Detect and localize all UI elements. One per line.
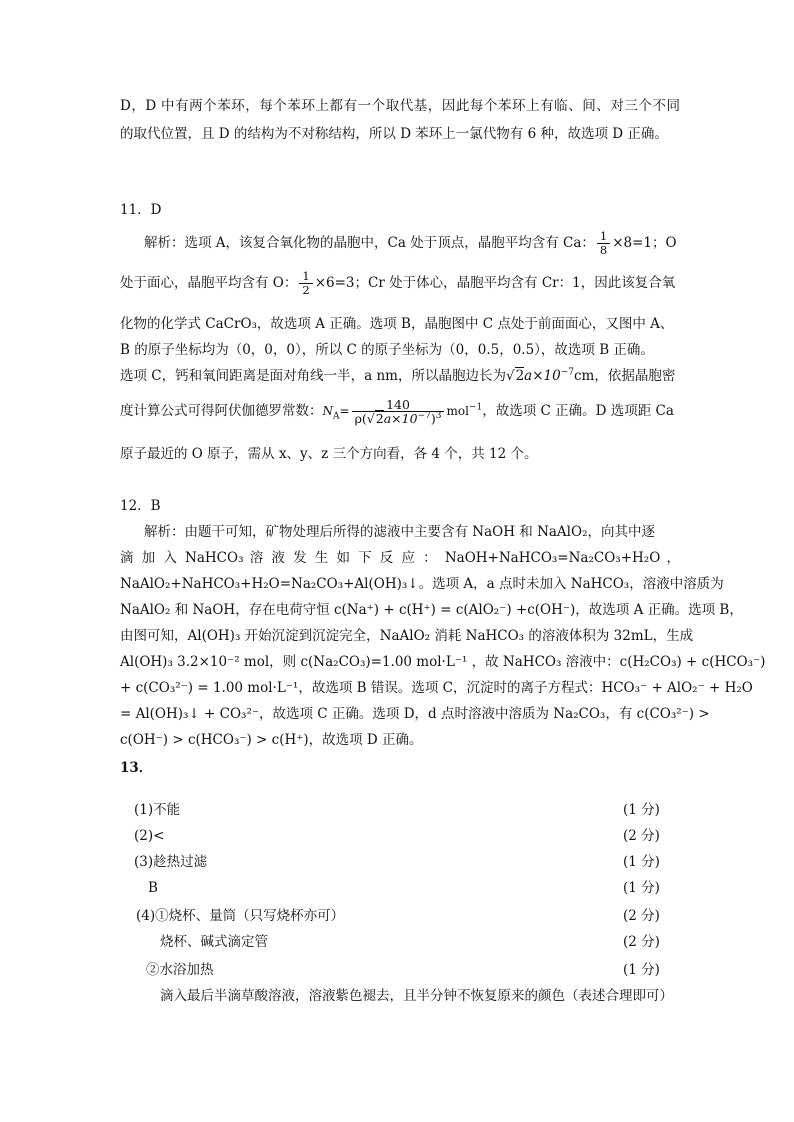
q13-answer-7: ②水浴加热 — [146, 962, 214, 978]
q11-line-6-tail: ，故选项 C 正确。D 选项距 Ca — [482, 403, 674, 419]
q13-answer-1: (1)不能 — [134, 802, 181, 818]
q13-answer-5: (4)①烧杯、量筒（只写烧杯亦可） — [136, 908, 345, 924]
fraction-numerator: 140 — [352, 398, 445, 412]
q11-line-6 — [120, 394, 674, 428]
q11-line-1 — [144, 228, 677, 258]
fraction-denominator: 2 — [302, 283, 310, 297]
q12-line-4: NaAlO₂ 和 NaOH，存在电荷守恒 c(Na⁺) + c(H⁺) = c(AlO₂⁻) +c(OH⁻)，故选项 A 正确。选项 B， — [120, 602, 743, 618]
q13-score-3: (1 分) — [623, 854, 660, 870]
sqrt-radicand: 2 — [375, 411, 384, 426]
close-paren: ) — [430, 411, 436, 426]
q10-line-2: 的取代位置，且 D 的结构为不对称结构，所以 D 苯环上一氯代物有 6 种，故选项 D 正确。 — [120, 126, 668, 142]
sqrt-radicand: 2 — [515, 368, 525, 384]
q11-line-1-text: 解析：选项 A，该复合氧化物的晶胞中，Ca 处于顶点，晶胞平均含有 Ca： — [144, 235, 595, 251]
q13-score-5: (2 分) — [623, 908, 660, 924]
q11-line-5 — [120, 366, 675, 386]
q11-line-2-tail: ×6=3；Cr 处于体心，晶胞平均含有 Cr：1，因此该复合氧 — [314, 275, 676, 291]
q10-line-1: D，D 中有两个苯环，每个苯环上都有一个取代基，因此每个苯环上有临、间、对三个不同 — [120, 98, 680, 114]
q13-answer-6: 烧杯、碱式滴定管 — [160, 934, 268, 950]
sqrt-symbol: √ — [505, 368, 515, 384]
q11-line-4: B 的原子坐标均为（0，0，0），所以 C 的原子坐标为（0，0.5，0.5），故选项 B 正确。 — [120, 342, 654, 358]
q11-line-5-tail: cm，依据晶胞密 — [574, 368, 676, 384]
q12-line-2: 滴 加 入 NaHCO₃ 溶 液 发 生 如 下 反 应 ： NaOH+NaHCO₃=Na₂CO₃+H₂O ， — [120, 550, 680, 566]
avogadro-fraction — [352, 398, 445, 425]
q13-score-1: (1 分) — [623, 802, 660, 818]
q12-line-6: Al(OH)₃ 3.2×10⁻² mol，则 c(Na₂CO₃)=1.00 mol·L⁻¹ ，故 NaHCO₃ 溶液中：c(H₂CO₃) + c(HCO₃⁻) — [120, 654, 766, 670]
q12-line-8: = Al(OH)₃↓ + CO₃²⁻，故选项 C 正确。选项 D，d 点时溶液中溶质为 Na₂CO₃，有 c(CO₃²⁻) > — [120, 706, 710, 722]
q13-score-7: (1 分) — [623, 962, 660, 978]
sqrt-symbol: √ — [366, 411, 375, 426]
q11-header: 11．D — [120, 202, 162, 218]
denominator-expr: a×10 — [383, 411, 418, 426]
equals-sign: = — [339, 404, 350, 418]
fraction-numerator: 1 — [299, 270, 312, 284]
fraction-1-8 — [597, 230, 610, 257]
q13-header: 13． — [120, 760, 153, 776]
q12-line-5: 由图可知，Al(OH)₃ 开始沉淀到沉淀完全，NaAlO₂ 消耗 NaHCO₃ 的溶液体积为 32mL，生成 — [120, 628, 694, 644]
q11-line-1-tail: ×8=1；O — [612, 235, 677, 251]
fraction-numerator: 1 — [597, 230, 610, 244]
fraction-denominator: 8 — [599, 243, 608, 257]
exponent: −7 — [417, 410, 431, 421]
q11-line-5-expr: a×10 — [524, 368, 561, 384]
q12-line-7: + c(CO₃²⁻) = 1.00 mol·L⁻¹，故选项 B 错误。选项 C，沉淀时的离子方程式：HCO₃⁻ + AlO₂⁻ + H₂O — [120, 680, 753, 696]
q13-answer-2: (2)< — [134, 828, 165, 844]
rho-symbol: ρ( — [354, 411, 367, 426]
q11-line-2 — [120, 268, 675, 298]
cube-exponent: 3 — [435, 410, 442, 421]
avogadro-subscript: A — [333, 411, 340, 422]
q12-line-3: NaAlO₂+NaHCO₃+H₂O=Na₂CO₃+Al(OH)₃↓。选项 A，a 点时未加入 NaHCO₃，溶液中溶质为 — [120, 576, 724, 592]
q13-answer-4: B — [148, 880, 158, 896]
fraction-1-2 — [299, 270, 312, 297]
q12-line-9: c(OH⁻) > c(HCO₃⁻) > c(H⁺)，故选项 D 正确。 — [120, 732, 423, 748]
avogadro-symbol: N — [322, 404, 333, 418]
q13-score-4: (1 分) — [623, 880, 660, 896]
q11-line-5-text: 选项 C，钙和氧间距离是面对角线一半，a nm，所以晶胞边长为 — [120, 368, 506, 384]
q12-line-1: 解析：由题干可知，矿物处理后所得的滤液中主要含有 NaOH 和 NaAlO₂，向其中逐 — [144, 524, 655, 540]
q11-line-2-text: 处于面心，晶胞平均含有 O： — [120, 275, 298, 291]
q11-line-3: 化物的化学式 CaCrO₃，故选项 A 正确。选项 B，晶胞图中 C 点处于前面面心，又图中 A、 — [120, 316, 674, 332]
unit-mol: mol — [446, 404, 469, 418]
q13-answer-3: (3)趁热过滤 — [134, 854, 208, 870]
q13-answer-last: 滴入最后半滴草酸溶液，溶液紫色褪去，且半分钟不恢复原来的颜色（表述合理即可） — [160, 988, 673, 1004]
exponent: −7 — [560, 367, 574, 378]
q12-header: 12．B — [120, 498, 161, 514]
q13-score-2: (2 分) — [623, 828, 660, 844]
q13-score-6: (2 分) — [623, 934, 660, 950]
fraction-denominator — [352, 412, 445, 425]
q11-line-7: 原子最近的 O 原子，需从 x、y、z 三个方向看，各 4 个，共 12 个。 — [120, 446, 538, 462]
unit-exponent: −1 — [468, 402, 483, 413]
q11-line-6-text: 度计算公式可得阿伏伽德罗常数： — [120, 403, 323, 419]
